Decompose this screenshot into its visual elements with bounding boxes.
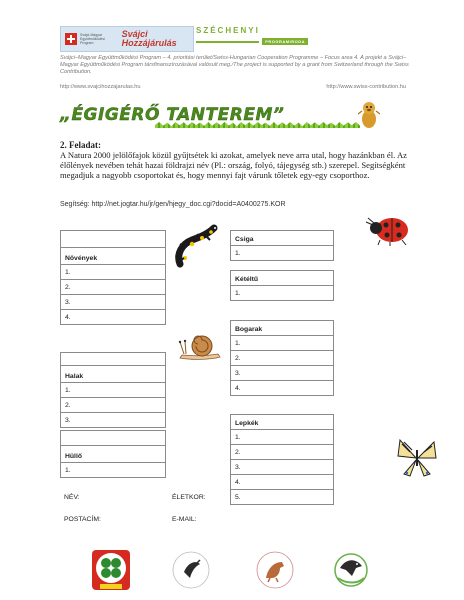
salamander-icon (172, 224, 222, 270)
clover-logo (90, 548, 132, 592)
table-novenyek (60, 230, 166, 325)
table-title: Csiga (231, 231, 334, 246)
help-link[interactable]: Segítség: http://net.jogtar.hu/jr/gen/hjegy_doc.cgi?docid=A0400275.KOR (60, 201, 286, 208)
swiss-flag-icon (65, 33, 77, 45)
table-halak (60, 352, 166, 428)
header-urls (60, 84, 406, 90)
table-bogarak (230, 320, 334, 396)
snail-icon (176, 332, 224, 362)
header-disclaimer: Svájci–Magyar Együttműködési Program – 4. prioritási terület/Swiss-Hungarian Cooperation Programme – Focus area 4. A projekt a Svájci–Magyar Együttműködési Program társfinanszírozásával valósult meg./The project is supported by a grant from Switzerland through the Swiss Contribution. (60, 55, 409, 76)
answer-row[interactable]: 3. (231, 366, 334, 381)
table-csiga (230, 230, 334, 261)
answer-row[interactable]: 2. (231, 351, 334, 366)
table-title: Lepkék (231, 415, 334, 430)
email-label: E-MAIL: (172, 516, 197, 523)
answer-row[interactable]: 2. (61, 280, 166, 295)
task-text: A Natura 2000 jelölőfajok közül gyűjtsétek ki azokat, amelyek neve arra utal, hogy hazánkban él. Az élőlények nevében tehát hazai földrajzi név (Pl.: ország, folyó, tájegység stb.) szerepel. Segítségként megadjuk a nagyobb csoportokat és, hogy mennyi fajt várunk tőletek egy-egy csoporthoz. (60, 150, 407, 181)
answer-row[interactable]: 5. (231, 490, 334, 505)
table-title: Növények (61, 248, 166, 265)
swallowtail-butterfly-icon (396, 436, 438, 480)
table-title: Kétéltű (231, 271, 334, 286)
ladybug-icon (362, 212, 414, 246)
horse-logo (254, 548, 296, 592)
eagle-logo (330, 548, 372, 592)
answer-row[interactable]: 2. (61, 398, 166, 413)
answer-row[interactable]: 2. (231, 445, 334, 460)
answer-row[interactable]: 1. (231, 430, 334, 445)
url-right-link[interactable]: http://www.swiss-contribution.hu (326, 84, 406, 90)
answer-row[interactable]: 1. (231, 336, 334, 351)
table-title: Hüllő (61, 446, 166, 463)
answer-row[interactable]: 3. (61, 295, 166, 310)
answer-row[interactable]: 1. (231, 246, 334, 261)
mole-mascot-icon (358, 99, 380, 129)
answer-row[interactable]: 3. (231, 460, 334, 475)
bird-logo (170, 548, 212, 592)
answer-row[interactable]: 1. (231, 286, 334, 301)
answer-row[interactable]: 1. (61, 265, 166, 280)
table-lepkek (230, 414, 334, 505)
banner (60, 99, 380, 135)
table-title: Halak (61, 366, 166, 383)
postacim-label: POSTACÍM: (64, 516, 101, 523)
answer-row[interactable]: 1. (61, 383, 166, 398)
answer-row[interactable]: 4. (231, 381, 334, 396)
answer-row[interactable]: 1. (61, 463, 166, 478)
swiss-logo-small-text: Svájci-Magyar Együttműködési Program (80, 33, 105, 45)
task-heading: 2. Feladat: (60, 140, 101, 150)
swiss-contribution-logo (60, 26, 194, 52)
table-keteltu (230, 270, 334, 301)
table-hullo (60, 430, 166, 478)
szechenyi-logo-title: SZÉCHENYI (196, 26, 260, 35)
nev-label: NÉV: (64, 494, 80, 501)
szechenyi-logo-sub: PROGRAMIRODA (262, 38, 308, 45)
answer-row[interactable]: 4. (231, 475, 334, 490)
answer-row[interactable]: 4. (61, 310, 166, 325)
szechenyi-logo (196, 26, 308, 48)
swiss-logo-brand: Svájci Hozzájárulás (121, 29, 177, 48)
table-title: Bogarak (231, 321, 334, 336)
banner-title: „ÉGIGÉRŐ TANTEREM” (60, 105, 285, 125)
eletkor-label: ÉLETKOR: (172, 494, 206, 501)
answer-row[interactable]: 3. (61, 413, 166, 428)
url-left-link[interactable]: http://www.svajcihozzajarulas.hu (60, 84, 141, 90)
